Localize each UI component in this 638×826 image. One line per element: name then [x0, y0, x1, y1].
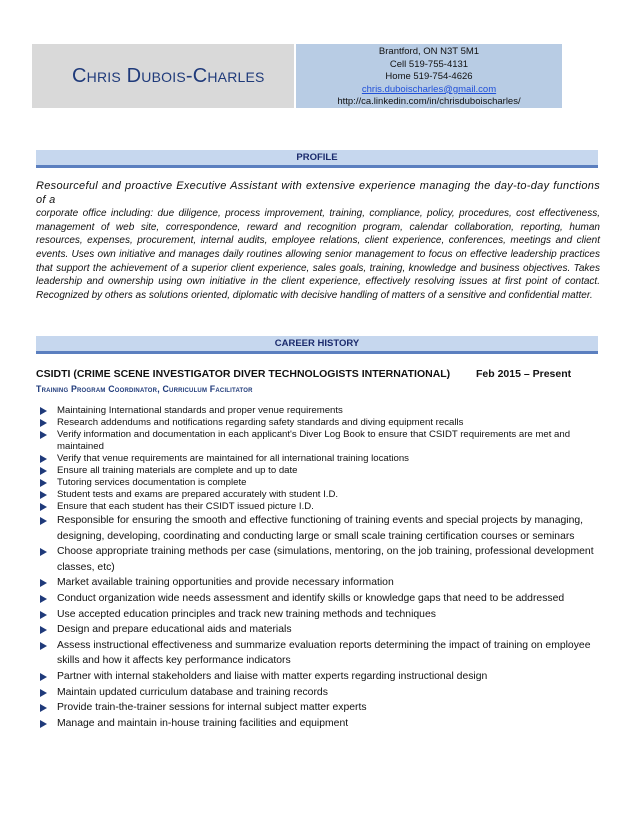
- bullet-triangle-icon: [40, 419, 47, 427]
- bullet-triangle-icon: [40, 467, 47, 475]
- bullet-triangle-icon: [40, 503, 47, 511]
- company-name: CSIDTI (CRIME SCENE INVESTIGATOR DIVER TECHNOLOGISTS INTERNATIONAL): [36, 368, 451, 380]
- list-item: Market available training opportunities and provide necessary information: [40, 575, 600, 591]
- job-dates: Feb 2015 – Present: [476, 368, 572, 380]
- list-item: Ensure all training materials are complete and up to date: [40, 465, 600, 477]
- bullet-triangle-icon: [40, 642, 47, 650]
- list-item: Use accepted education principles and track new training methods and techniques: [40, 607, 600, 623]
- list-item: Partner with internal stakeholders and liaise with matter experts regarding instructional design: [40, 669, 600, 685]
- cell-phone: Cell 519-755-4131: [389, 58, 469, 70]
- address: Brantford, ON N3T 5M1: [378, 46, 480, 57]
- list-item: Responsible for ensuring the smooth and effective functioning of training events and special projects by managing, designing, developing, coordinating and conducting large or small scale training certification courses or seminars: [40, 513, 600, 544]
- career-heading: CAREER HISTORY: [36, 336, 598, 354]
- candidate-name: Chris Dubois-Charles: [72, 64, 265, 87]
- bullet-triangle-icon: [40, 517, 47, 525]
- bullet-triangle-icon: [40, 491, 47, 499]
- list-item: Conduct organization wide needs assessment and identify skills or knowledge gaps that need to be addressed: [40, 591, 600, 607]
- bullet-triangle-icon: [40, 720, 47, 728]
- profile-summary: [36, 180, 600, 302]
- bullet-triangle-icon: [40, 704, 47, 712]
- list-item: Verify information and documentation in each applicant's Diver Log Book to ensure that CSIDT requirements are met and maintained: [40, 429, 600, 453]
- list-item: Ensure that each student has their CSIDT issued picture I.D.: [40, 501, 600, 513]
- list-item: Provide train-the-trainer sessions for internal subject matter experts: [40, 700, 600, 716]
- bullet-triangle-icon: [40, 548, 47, 556]
- linkedin-link[interactable]: http://ca.linkedin.com/in/chrisduboischarles/: [337, 96, 521, 108]
- contact-block: [296, 44, 562, 108]
- list-item: Verify that venue requirements are maintained for all international training locations: [40, 453, 600, 465]
- email-link[interactable]: chris.duboischarles@gmail.com: [361, 83, 497, 95]
- bullet-triangle-icon: [40, 673, 47, 681]
- bullet-triangle-icon: [40, 626, 47, 634]
- bullet-triangle-icon: [40, 431, 47, 439]
- home-phone: Home 519-754-4626: [385, 71, 473, 83]
- bullet-triangle-icon: [40, 455, 47, 463]
- list-item: Research addendums and notifications regarding safety standards and diving equipment recalls: [40, 417, 600, 429]
- job-responsibilities: [40, 405, 600, 731]
- profile-lead: Resourceful and proactive Executive Assistant with extensive experience managing the day-to-day functions of a: [36, 180, 600, 206]
- list-item: Maintain updated curriculum database and training records: [40, 685, 600, 701]
- list-item: Manage and maintain in-house training facilities and equipment: [40, 716, 600, 732]
- list-item: Student tests and exams are prepared accurately with student I.D.: [40, 489, 600, 501]
- list-item: Maintaining International standards and proper venue requirements: [40, 405, 600, 417]
- list-item: Tutoring services documentation is complete: [40, 477, 600, 489]
- bullet-triangle-icon: [40, 479, 47, 487]
- bullet-triangle-icon: [40, 579, 47, 587]
- bullet-triangle-icon: [40, 611, 47, 619]
- job-title: Training Program Coordinator, Curriculum Facilitator: [36, 384, 253, 394]
- bullet-triangle-icon: [40, 595, 47, 603]
- list-item: Assess instructional effectiveness and summarize evaluation reports determining the impact of training on employee skills and how it affects key performance indicators: [40, 638, 600, 669]
- list-item: Design and prepare educational aids and materials: [40, 622, 600, 638]
- bullet-triangle-icon: [40, 407, 47, 415]
- list-item: Choose appropriate training methods per case (simulations, mentoring, on the job training, professional development classes, etc): [40, 544, 600, 575]
- profile-heading: PROFILE: [36, 150, 598, 168]
- profile-body: corporate office including: due diligence, process improvement, training, compliance, policy, procedures, cost effectiveness, management of web site, correspondence, reward and recognition program, calendar collaboration, reporting, human resources, expenses, procurement, internal audits, employee relations, client experience, conferences, meetings and client events. Uses own initiative and manages daily routines allowing senior management to focus on effective leadership practices that support the achievement of a superior client experience, sales goals, training, knowledge and business objectives. Takes leadership and ownership using own initiative in the client experience, effectively resolving issues at first point of contact. Recognized by others as solutions oriented, diplomatic with decisive handling of matters of a sensitive and confidential matter.: [36, 208, 600, 301]
- bullet-triangle-icon: [40, 689, 47, 697]
- name-banner: [32, 44, 294, 108]
